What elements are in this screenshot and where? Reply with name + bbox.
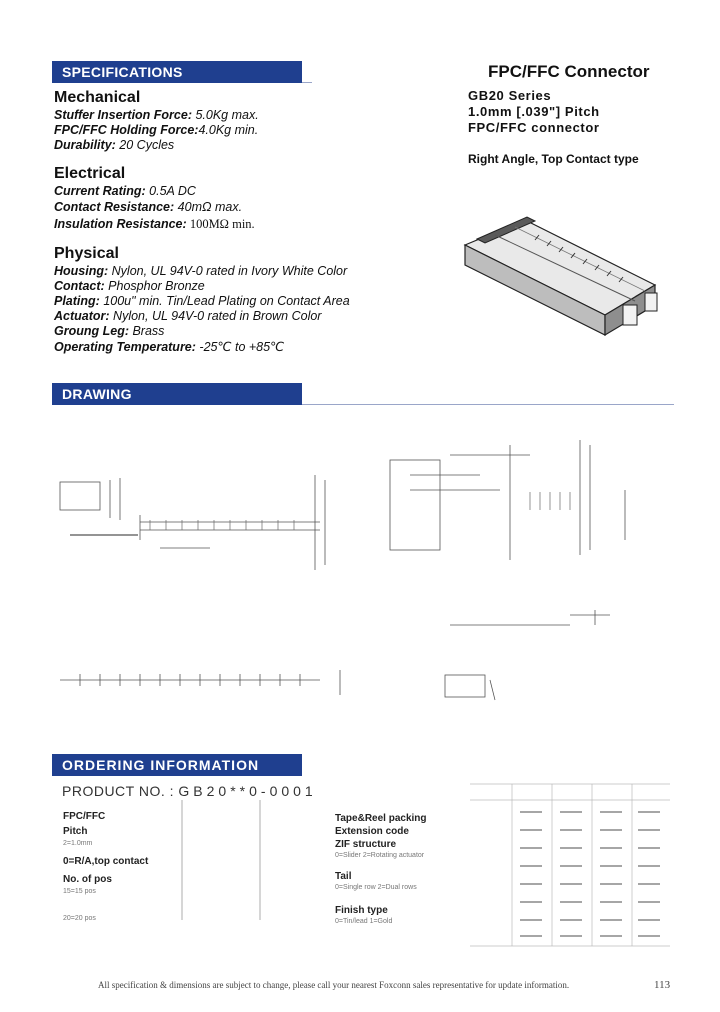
spec-contact-resistance: Contact Resistance: 40mΩ max. — [54, 200, 243, 214]
order-tail-options: 0=Single row 2=Dual rows — [335, 884, 417, 891]
spec-durability: Durability: 20 Cycles — [54, 138, 175, 152]
dimension-table — [470, 784, 670, 950]
technical-drawing — [50, 430, 670, 730]
order-finish-type: Finish type — [335, 905, 388, 916]
connector-illustration — [455, 205, 670, 345]
header-rule — [302, 82, 312, 83]
order-no-of-pos: No. of pos — [63, 874, 112, 885]
order-finish-options: 0=Tin/lead 1=Gold — [335, 918, 393, 925]
order-pos-15: 15=15 pos — [63, 888, 96, 895]
product-number: PRODUCT NO. : GB20**0-0001 — [62, 783, 317, 799]
spec-operating-temperature: Operating Temperature: -25℃ to +85℃ — [54, 340, 285, 354]
drawing-rule — [302, 404, 674, 405]
drawing-header: DRAWING — [52, 383, 302, 405]
specifications-header: SPECIFICATIONS — [52, 61, 302, 83]
order-zif-structure: ZIF structure — [335, 839, 397, 850]
spec-ground-leg: Groung Leg: Brass — [54, 324, 165, 338]
electrical-title: Electrical — [54, 165, 126, 182]
order-zif-options: 0=Slider 2=Rotating actuator — [335, 852, 425, 859]
order-pitch: Pitch — [63, 826, 88, 837]
footer-note: All specification & dimensions are subject to change, please call your nearest Foxconn sales representative for update information. — [98, 980, 570, 990]
product-pitch: 1.0mm [.039"] Pitch — [468, 104, 600, 119]
spec-holding-force: FPC/FFC Holding Force:4.0Kg min. — [54, 123, 259, 137]
order-pos-20: 20=20 pos — [63, 915, 96, 922]
spec-insulation-resistance: Insulation Resistance: 100MΩ min. — [54, 217, 255, 231]
order-extension-code: Extension code — [335, 826, 409, 837]
ordering-header: ORDERING INFORMATION — [52, 754, 302, 776]
order-fpc-ffc: FPC/FFC — [63, 811, 106, 822]
spec-housing: Housing: Nylon, UL 94V-0 rated in Ivory White Color — [54, 264, 348, 278]
physical-title: Physical — [54, 245, 119, 262]
spec-plating: Plating: 100u" min. Tin/Lead Plating on Contact Area — [54, 294, 350, 308]
product-orientation: Right Angle, Top Contact type — [468, 152, 639, 166]
page-number: 113 — [654, 979, 671, 991]
mechanical-title: Mechanical — [54, 89, 141, 106]
spec-contact: Contact: Phosphor Bronze — [54, 279, 205, 293]
spec-actuator: Actuator: Nylon, UL 94V-0 rated in Brown Color — [54, 309, 322, 323]
order-tail: Tail — [335, 871, 352, 882]
product-title: FPC/FFC Connector — [488, 62, 650, 81]
order-tape-reel: Tape&Reel packing — [335, 813, 427, 824]
product-series: GB20 Series — [468, 88, 552, 103]
order-ra-top-contact: 0=R/A,top contact — [63, 856, 149, 867]
spec-current-rating: Current Rating: 0.5A DC — [54, 184, 196, 198]
product-type: FPC/FFC connector — [468, 120, 600, 135]
order-pitch-option: 2=1.0mm — [63, 840, 93, 847]
spec-stuffer-force: Stuffer Insertion Force: 5.0Kg max. — [54, 108, 259, 122]
